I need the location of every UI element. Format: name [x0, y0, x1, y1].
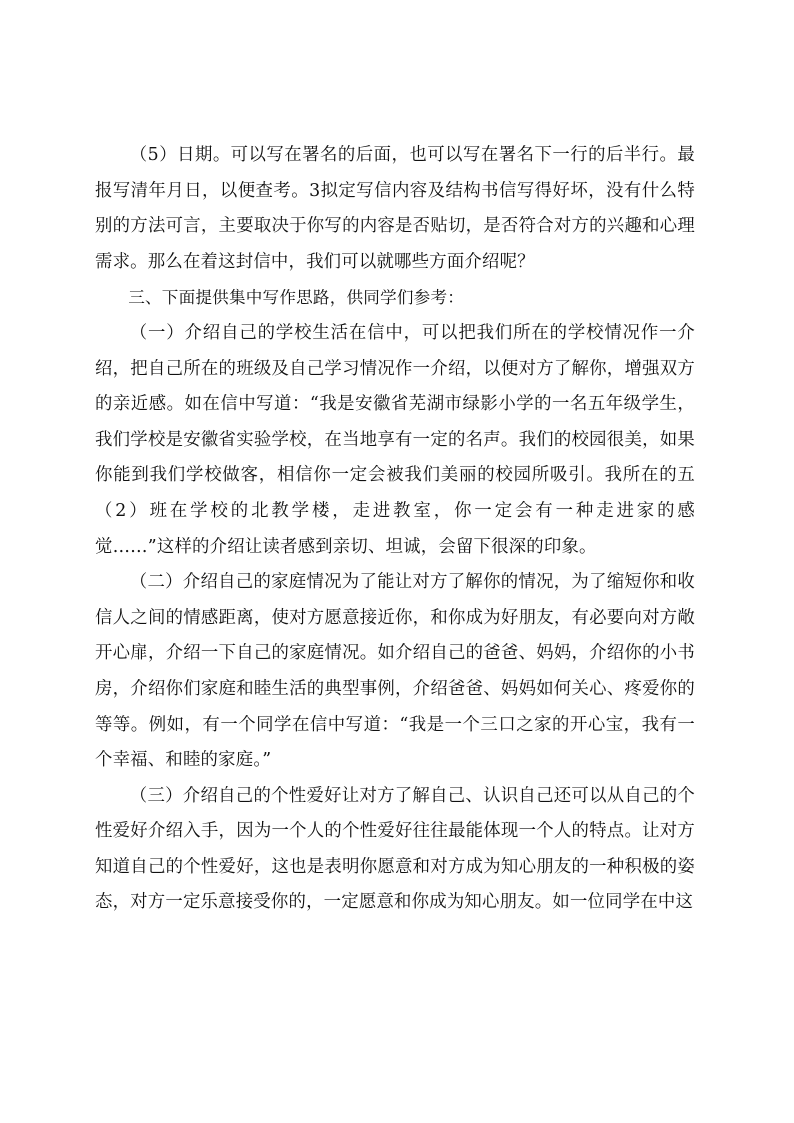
paragraph-hobbies: （三）介绍自己的个性爱好让对方了解自己、认识自己还可以从自己的个性爱好介绍入手，因为一个人的个性爱好往往最能体现一个人的特点。让对方知道自己的个性爱好，这也是表明你愿意和对方成为知心朋友的一种积极的姿态，对方一定乐意接受你的，一定愿意和你成为知心朋友。如一位同学在中这	[95, 785, 695, 913]
section-heading-writing-ideas: 三、下面提供集中写作思路，供同学们参考：	[128, 288, 465, 308]
paragraph-school-life: （一）介绍自己的学校生活在信中，可以把我们所在的学校情况作一介绍，把自己所在的班级及自己学习情况作一介绍，以便对方了解你，增强双方的亲近感。如在信中写道：“我是安徽省芜湖市绿影小学的一名五年级学生，我们学校是安徽省实验学校，在当地享有一定的名声。我们的校园很美，如果你能到我们学校做客，相信你一定会被我们美丽的校园所吸引。我所在的五（2）班在学校的北教学楼，走进教室，你一定会有一种走进家的感觉……”这样的介绍让读者感到亲切、坦诚，会留下很深的印象。	[95, 322, 695, 557]
paragraph-date-and-content: （5）日期。可以写在署名的后面，也可以写在署名下一行的后半行。最报写清年月日，以便查考。3拟定写信内容及结构书信写得好坏，没有什么特别的方法可言，主要取决于你写的内容是否贴切，是否符合对方的兴趣和心理需求。那么在着这封信中，我们可以就哪些方面介绍呢？	[95, 145, 695, 272]
document-body	[95, 138, 695, 921]
paragraph-family: （二）介绍自己的家庭情况为了能让对方了解你的情况，为了缩短你和收信人之间的情感距离，使对方愿意接近你，和你成为好朋友，有必要向对方敞开心扉，介绍一下自己的家庭情况。如介绍自己的爸爸、妈妈，介绍你的小书房，介绍你们家庭和睦生活的典型事例，介绍爸爸、妈妈如何关心、疼爱你的等等。例如，有一个同学在信中写道：“我是一个三口之家的开心宝，我有一个幸福、和睦的家庭。”	[95, 572, 695, 771]
